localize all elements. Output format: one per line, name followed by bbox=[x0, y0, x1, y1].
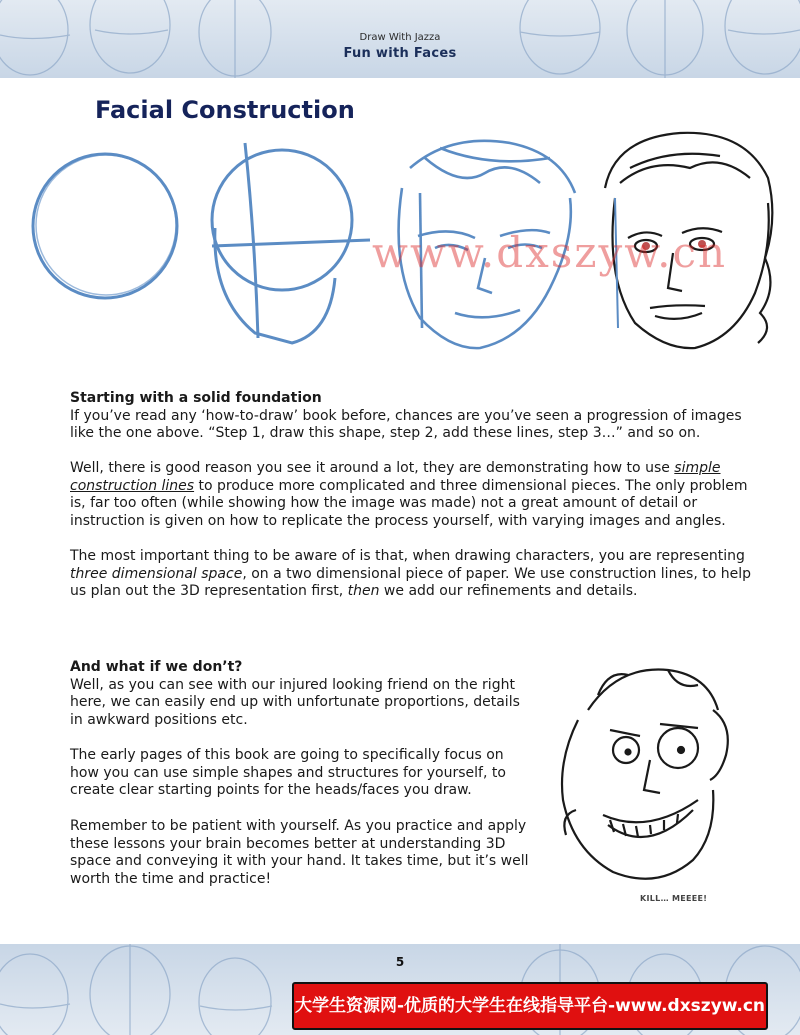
paragraph-early-pages: The early pages of this book are going to specifically focus on how you can use simple shapes and structures for yourself, to create clear starting points for the heads/faces you draw. bbox=[70, 747, 506, 799]
paragraph-injured-friend: Well, as you can see with our injured looking friend on the right here, we can easily end up with unfortunate proportions, details in awkward positions etc. bbox=[70, 676, 520, 728]
paragraph-three-dimensional-space: The most important thing to be aware of is that, when drawing characters, you are representing three dimensional space, on a two dimensional piece of paper. We use construction lines, to help us plan out the 3D representation first, then we add our refinements and details. bbox=[70, 548, 752, 600]
emphasis-simple-construction-lines: simple construction lines bbox=[70, 460, 721, 494]
step-2-head-guidelines bbox=[212, 143, 370, 343]
header-title: Fun with Faces bbox=[343, 46, 457, 61]
step-1-circle bbox=[33, 154, 177, 298]
promo-banner[interactable]: 大学生资源网-优质的大学生在线指导平台-www.dxszyw.cn bbox=[292, 982, 768, 1030]
paragraph-construction-lines: Well, there is good reason you see it around a lot, they are demonstrating how to use simple construction lines to produce more complicated and three dimensional pieces. The only problem is, far too often (while showing how the image was made) not a great amount of detail or instruction is given on how to replicate the process yourself, with varying images and angles. bbox=[70, 460, 748, 529]
section-what-if-we-dont bbox=[70, 659, 530, 729]
section-foundation-intro bbox=[70, 390, 760, 443]
emphasis-then: then bbox=[347, 583, 380, 600]
paragraph-be-patient: Remember to be patient with yourself. As you practice and apply these lessons your brain becomes better at understanding 3D space and conveying it with your hand. It takes time, but it’s well worth the time and practice! bbox=[70, 818, 529, 887]
page-number: 5 bbox=[395, 955, 405, 969]
section-heading-what-if: And what if we don’t? bbox=[70, 659, 243, 675]
header-subtitle: Draw With Jazza bbox=[359, 32, 441, 43]
cartoon-injured-friend-illustration bbox=[548, 650, 743, 890]
emphasis-three-dimensional-space: three dimensional space bbox=[70, 565, 243, 582]
cartoon-caption: KILL… MEEEE! bbox=[640, 894, 708, 903]
paragraph-step-progression: If you’ve read any ‘how-to-draw’ book before, chances are you’ve seen a progression of images like the one above. “Step 1, draw this shape, step 2, add these lines, step 3…” and so on. bbox=[70, 407, 742, 442]
page-title: Facial Construction bbox=[95, 96, 355, 124]
header-band bbox=[0, 0, 800, 78]
section-heading-foundation: Starting with a solid foundation bbox=[70, 390, 322, 406]
watermark: www.dxszyw.cn bbox=[372, 228, 728, 277]
